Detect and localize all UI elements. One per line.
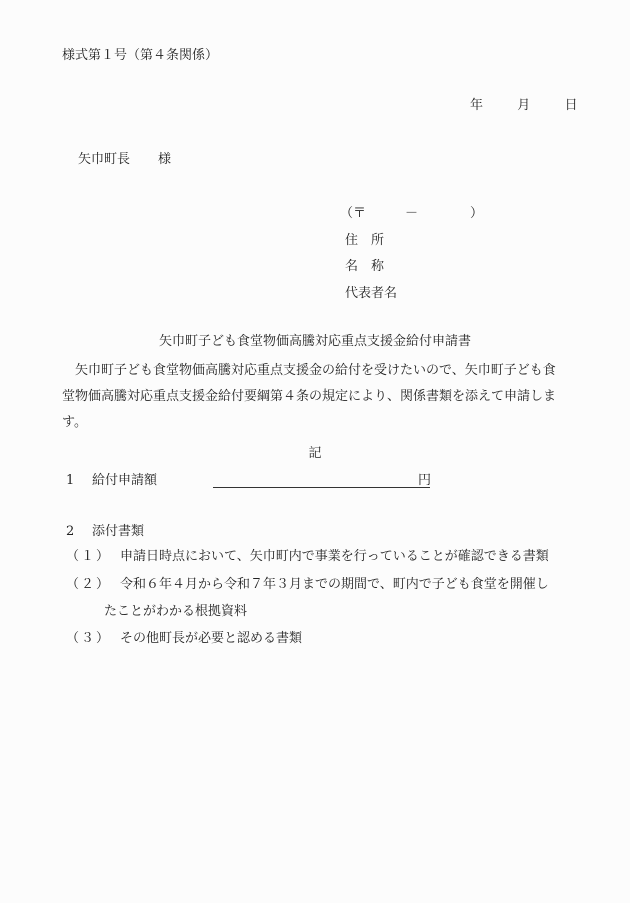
addressee-honorific: 様 [158, 152, 172, 167]
attachment-number: （２） [66, 577, 112, 592]
yen-unit: 円 [418, 473, 432, 488]
form-number: 様式第１号（第４条関係） [62, 48, 219, 63]
postal-code-field [340, 205, 484, 223]
attachment-number: （３） [66, 631, 112, 646]
attachment-text: 申請日時点において、矢巾町内で事業を行っていることが確認できる書類 [120, 549, 549, 564]
attachment-text: その他町長が必要と認める書類 [120, 631, 303, 646]
body-line: す。 [62, 415, 87, 430]
attachment-text: 令和６年４月から令和７年３月までの期間で、町内で子ども食堂を開催し [120, 577, 549, 592]
address-label: 住 所 [345, 233, 385, 248]
item-label: 添付書類 [92, 524, 145, 539]
item-application-amount [66, 472, 157, 490]
representative-label: 代表者名 [345, 286, 398, 301]
organization-name-label: 名 称 [345, 259, 385, 274]
body-paragraph [62, 358, 582, 436]
date-year-label: 年 [470, 98, 484, 113]
postal-close: ） [470, 206, 484, 221]
body-line: 堂物価高騰対応重点支援金給付要綱第４条の規定により、関係書類を添えて申請しま [62, 389, 557, 404]
addressee [78, 151, 171, 169]
item-number: 2 [66, 524, 75, 539]
date-month-label: 月 [517, 98, 531, 113]
date-day-label: 日 [564, 98, 578, 113]
item-label: 給付申請額 [92, 473, 158, 488]
amount-input-line[interactable] [213, 487, 430, 488]
attachment-text-continuation: たことがわかる根拠資料 [104, 604, 248, 619]
attachment-item [66, 630, 302, 648]
attachment-item [66, 548, 549, 566]
attachment-number: （１） [66, 549, 112, 564]
postal-dash: － [405, 206, 419, 221]
document-title: 矢巾町子ども食堂物価高騰対応重点支援金給付申請書 [158, 334, 471, 349]
date-line [470, 97, 578, 115]
item-number: 1 [66, 473, 75, 488]
addressee-name: 矢巾町長 [78, 152, 131, 167]
item-attachments [66, 523, 144, 541]
ki-heading: 記 [308, 446, 322, 461]
postal-open: （〒 [340, 206, 367, 221]
body-line: 矢巾町子ども食堂物価高騰対応重点支援金の給付を受けたいので、矢巾町子ども食 [62, 363, 556, 378]
attachment-item [66, 576, 549, 594]
